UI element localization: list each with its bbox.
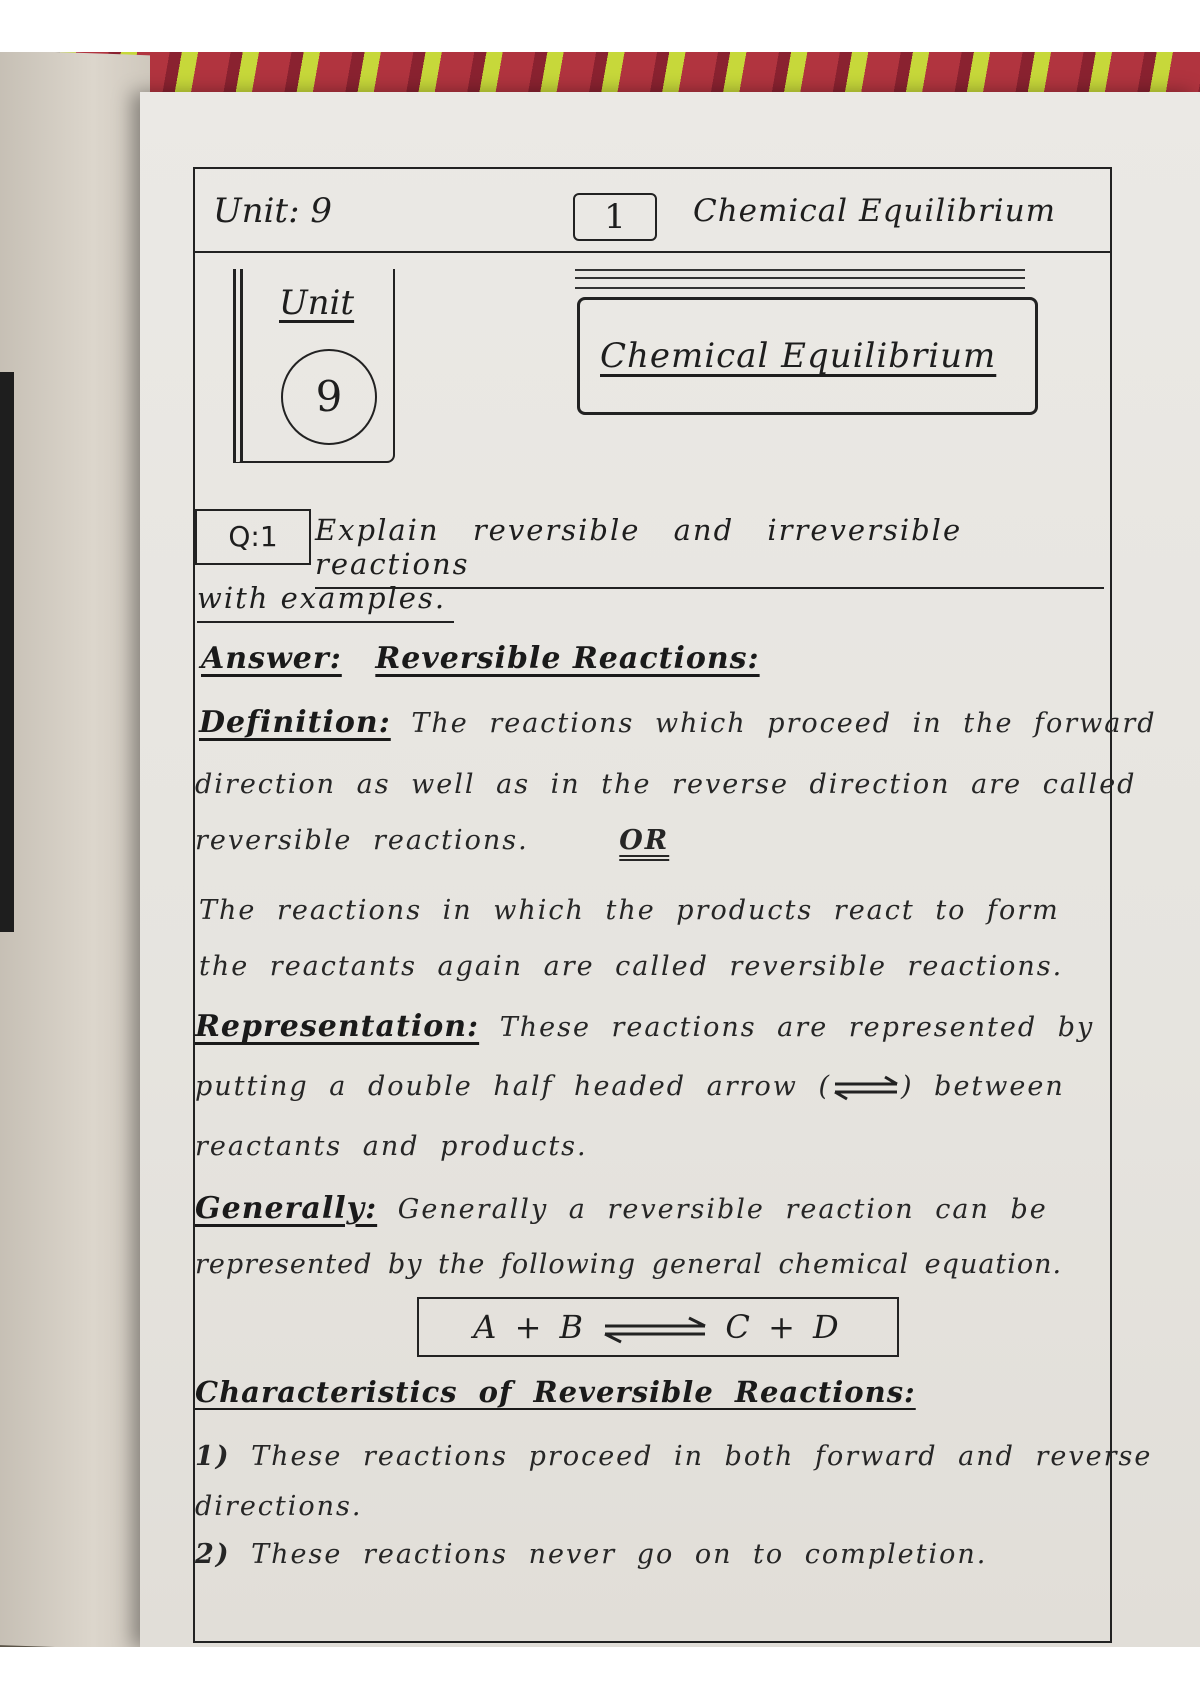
equation-right: C + D xyxy=(725,1308,843,1346)
definition-line4: The reactions in which the products react to form xyxy=(199,895,1060,926)
left-page-edge xyxy=(0,372,14,932)
characteristic-1-text: These reactions proceed in both forward and reverse xyxy=(251,1441,1153,1472)
characteristics-heading-line xyxy=(195,1375,1110,1409)
representation-line2 xyxy=(195,1071,1110,1102)
double-half-arrow-icon xyxy=(831,1074,901,1102)
answer-heading: Reversible Reactions: xyxy=(375,641,760,676)
generally-line2: represented by the following general chemical equation. xyxy=(195,1249,1063,1280)
characteristic-2-line1 xyxy=(195,1539,1110,1570)
representation-text1: These reactions are represented by xyxy=(499,1012,1095,1043)
page-frame xyxy=(193,167,1157,1643)
general-equation xyxy=(417,1297,899,1357)
header-unit-label: Unit: 9 xyxy=(213,191,332,231)
header-title: Chemical Equilibrium xyxy=(693,193,1057,229)
or-label: OR xyxy=(619,825,670,856)
characteristic-2-text: These reactions never go on to completion. xyxy=(251,1539,988,1570)
generally-text1: Generally a reversible reaction can be xyxy=(397,1194,1048,1225)
definition-text1: The reactions which proceed in the forward xyxy=(411,708,1157,739)
answer-label: Answer: xyxy=(201,641,342,676)
question-text-line1: Explain reversible and irreversible reactions xyxy=(315,513,1104,589)
chapter-title-box xyxy=(577,297,1038,415)
answer-line xyxy=(201,641,760,676)
representation-text2b: ) between xyxy=(901,1071,1065,1102)
definition-label: Definition: xyxy=(199,705,391,740)
definition-text3: reversible reactions. xyxy=(195,825,529,856)
definition-line3 xyxy=(195,825,1110,856)
title-decor-lines xyxy=(575,269,1025,289)
equilibrium-arrow-icon xyxy=(601,1315,711,1345)
equation-left: A + B xyxy=(473,1308,588,1346)
representation-text2a: putting a double half headed arrow ( xyxy=(195,1071,832,1102)
left-facing-page xyxy=(0,52,150,1647)
definition-line2: direction as well as in the reverse direction are called xyxy=(195,769,1137,800)
generally-label: Generally: xyxy=(195,1191,378,1226)
question-text-line2: with examples. xyxy=(197,581,454,623)
page-header xyxy=(195,169,1110,253)
unit-badge xyxy=(233,269,395,463)
chapter-title: Chemical Equilibrium xyxy=(600,336,997,376)
representation-label: Representation: xyxy=(195,1009,480,1044)
characteristic-1-line1 xyxy=(195,1441,1153,1472)
characteristic-1-line2: directions. xyxy=(195,1491,363,1522)
characteristics-heading: Characteristics of Reversible Reactions: xyxy=(195,1375,916,1409)
characteristic-2-number: 2) xyxy=(195,1539,231,1570)
notebook-photo xyxy=(0,52,1200,1647)
characteristic-1-number: 1) xyxy=(195,1441,231,1472)
question-label: Q:1 xyxy=(195,509,311,565)
unit-badge-word: Unit xyxy=(279,283,355,323)
notebook-page xyxy=(140,92,1200,1647)
representation-line3: reactants and products. xyxy=(195,1131,588,1162)
representation-line1 xyxy=(195,1009,1110,1044)
definition-line5: the reactants again are called reversible reactions. xyxy=(199,951,1064,982)
generally-line1 xyxy=(195,1191,1110,1226)
page-number: 1 xyxy=(573,193,657,241)
unit-badge-number: 9 xyxy=(281,349,377,445)
definition-line1 xyxy=(199,705,1157,740)
